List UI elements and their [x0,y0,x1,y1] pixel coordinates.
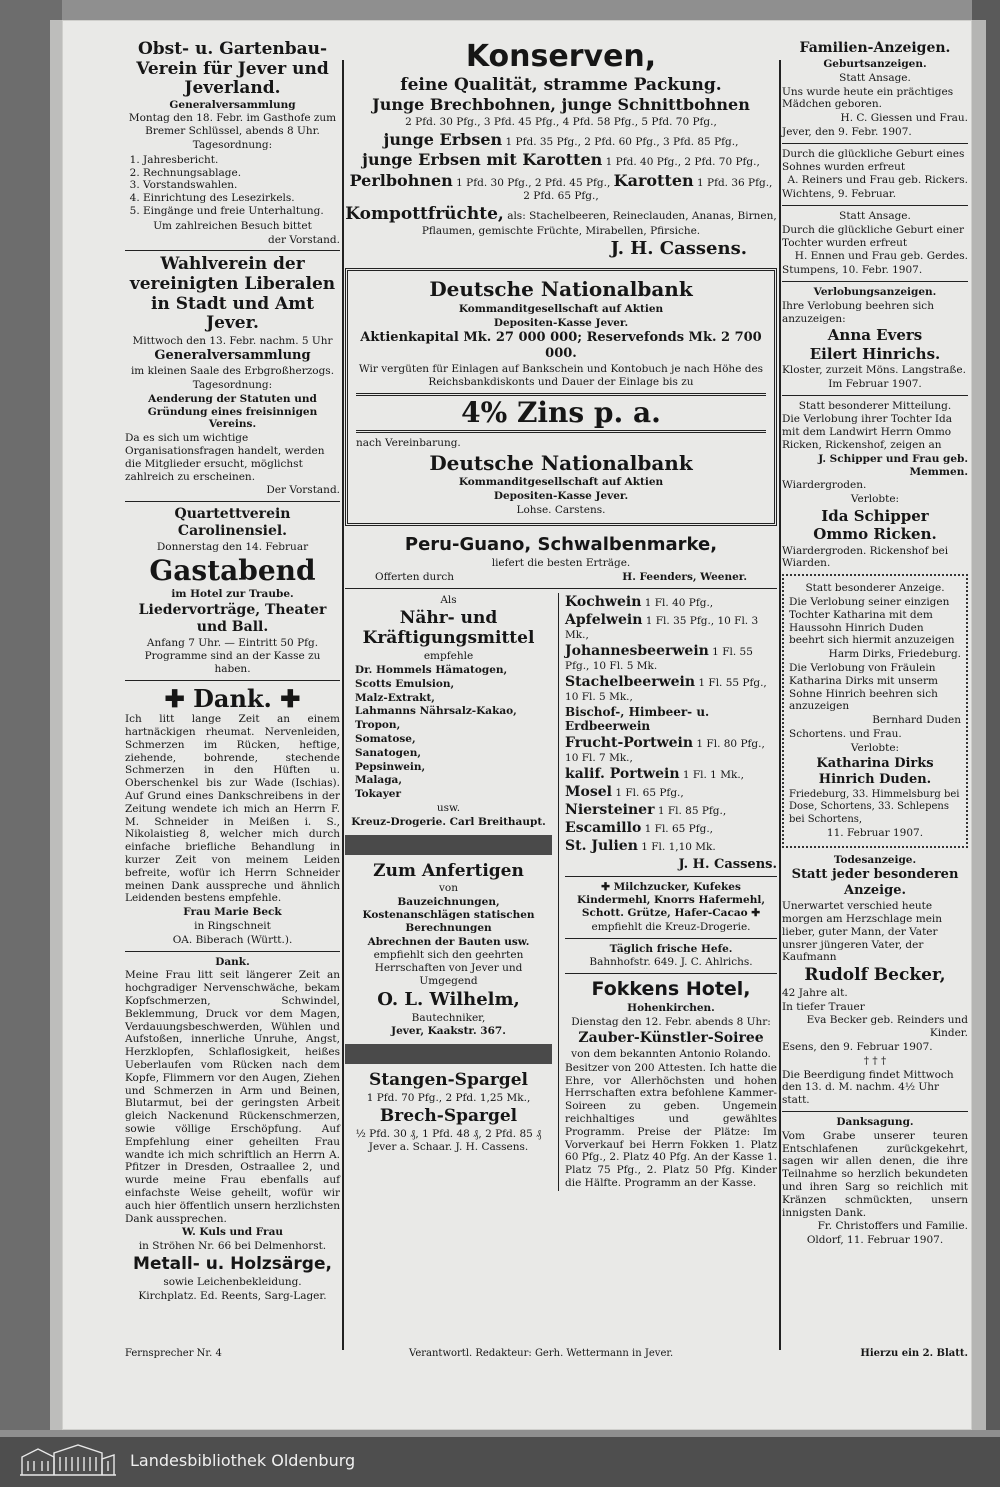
quartett-where: im Hotel zur Traube. [171,588,294,601]
verl3-name2: Hinrich Duden. [818,772,932,788]
wine-price: 1 Fl. 55 Pfg., 10 Fl. 5 Mk. [565,645,753,672]
verl2-statt: Statt besonderer Mitteilung. [798,399,952,412]
bank-kasse: Depositen-Kasse Jever. [493,316,629,329]
tod-date: Esens, den 9. Februar 1907. [782,1041,933,1054]
geb3-statt: Statt Ansage. [839,210,911,223]
spargel-price2: ½ Pfd. 30 ₰, 1 Pfd. 48 ₰, 2 Pfd. 85 ₰ [355,1127,542,1140]
konserven-title: Konserven, [465,39,657,74]
spargel-price: 1 Pfd. 70 Pfg., 2 Pfd. 1,25 Mk., [366,1091,531,1104]
konserven-line2: junge Erbsen [383,129,503,149]
page-bottom-line [125,1348,968,1359]
metall-sub: sowie Leichenbekleidung. [163,1275,302,1288]
verl2-place: Wiardergroden. [782,479,867,492]
naehr-title: Nähr- und Kräftigungsmittel [362,607,535,649]
obst-sign: der Vorstand. [268,233,340,246]
list-item: Malaga, [355,774,403,787]
wine-name: Stachelbeerwein [565,673,696,690]
tod-text: Unerwartet verschied heute morgen am Herzschlage mein lieber, guter Mann, der Vater unsrer jüngeren Vater, der Kaufmann [782,900,943,964]
hotel-by: von dem bekannten Antonio Rolando. [571,1048,771,1060]
bank-text: Wir vergüten für Einlagen auf Bankschein und Kontobuch je nach Höhe des Reichsbankdiskonts und Dauer der Einlage bis zu [358,363,764,388]
obst-invite: Um zahlreichen Besuch bittet [153,219,312,232]
verl3-place: Friedeburg, 33. Himmelsburg bei Dose, Schortens, 33. Schlepens bei Schortens, [789,789,960,825]
obst-agenda-list [143,154,340,218]
verl-title: Verlobungsanzeigen. [813,286,937,299]
wine-price: 1 Fl. 85 Pfg., [657,805,727,818]
peru-title: Peru-Guano, Schwalbenmarke, [404,534,718,556]
metall-title: Metall- u. Holzsärge, [133,1253,332,1274]
wine-sign: J. H. Cassens. [678,856,777,872]
hotel-place: Hohenkirchen. [627,1002,715,1015]
konserven-price4b: 1 Pfd. 36 Pfg., 2 Pfd. 65 Pfg., [523,176,773,203]
anf-recommend: empfiehlt sich den geehrten Herrschaften von Jever und Umgegend [373,949,524,987]
anf-text: Bauzeichnungen, Kostenanschlägen statischen Berechnungen [362,896,535,934]
wine-name: kalif. Portwein [565,766,680,783]
wine-name: Apfelwein [565,612,643,629]
geb-title: Geburtsanzeigen. [823,58,927,71]
cross-icon: ✚ [271,683,301,713]
obst-when: Montag den 18. Febr. im Gasthofe zum Bremer Schlüssel, abends 8 Uhr. [128,112,337,138]
konserven-line1: Junge Brechbohnen, junge Schnittbohnen [372,95,750,115]
wahl-when: Mittwoch den 13. Febr. nachm. 5 Uhr [132,334,333,347]
geb1-sign: H. C. Giessen und Frau. [840,112,968,125]
hotel-text: Besitzer von 200 Attesten. Ich hatte die Ehre, vor Allerhöchsten und hohen Herrschaften extra befohlene Kammer-Soireen zu geben. Ungemein reichhaltiges und gewähltes Programm. Preise der Plätze: Im Vorverkauf bei Herrn Fokken 1. Platz 60 Pfg., 2. Platz 40 Pfg. An der Kasse 1. Platz 75 Pfg., 2. Platz 50 Pfg. Kinder die Hälfte. Programm an der Kasse. [565,1061,778,1189]
wine-price: 1 Fl. 35 Pfg., 10 Fl. 3 Mk., [565,615,759,642]
naehr-sign: Kreuz-Drogerie. Carl Breithaupt. [351,815,546,828]
bank-title: Deutsche Nationalbank [429,277,693,302]
hefe-addr: Bahnhofstr. 649. J. C. Ahlrichs. [589,956,753,969]
verl2-name1: Ida Schipper [821,506,929,525]
verl1-name1: Anna Evers [827,326,923,345]
peru-text: liefert die besten Erträge. [491,557,631,570]
list-item: 5. Eingänge und freie Unterhaltung. [143,205,340,218]
column-middle [345,40,777,1191]
wine-price: 1 Fl. 1 Mk., [682,769,744,782]
peru-sign: H. Feenders, Weener. [622,571,747,584]
cross-icon: ✚ [601,881,614,894]
divider-bar [345,835,552,855]
konserven-line5: Kompottfrüchte, [345,203,504,224]
naehr-empf: empfehle [423,650,474,663]
library-footer [0,1437,1000,1487]
anf-job: Bautechniker, [411,1011,486,1024]
wine-ad [558,593,777,1191]
hotel-title: Fokkens Hotel, [591,978,751,1001]
geb1-text: Uns wurde heute ein prächtiges Mädchen geboren. [782,85,954,111]
obst-sub: Generalversammlung [169,98,296,111]
list-item: Tropon, [355,719,401,732]
dank2-text: Meine Frau litt seit längerer Zeit an hochgradiger Nervenschwäche, bekam Kopfschmerzen, Schwindel, Beklemmung, Druck vor dem Magen, Verdauungsbeschwerden, Wühlen und Aufstoßen, innerliche Unruhe, Angst, Herzklopfen, Schlaflosigkeit, heißes Ueberlaufen vom Rücken nach dem Kopfe, Flimmern vor den Augen, Ziehen und Schmerzen in Arm und Beinen, Blutarmut, bei der geringsten Arbeit gleich Nackenund Rückenschmerzen, sowie völlige Erschöpfung. Auf Empfehlung einer geheilten Frau wandte ich mich schriftlich an Herrn A. Pfitzer in Dresden, Ostraallee 2, und wurde meine Frau ebenfalls auf einfachste Weise geheilt, wofür wir auch hier öffentlich unsern herzlichsten Dank aussprechen. [125,969,340,1225]
konserven-price3: 1 Pfd. 40 Pfg., 2 Pfd. 70 Pfg., [605,156,760,169]
wahl-title: Wahlverein der vereinigten Liberalen in Stadt und Amt Jever. [129,254,336,334]
column-right [782,40,968,1248]
anf-name: O. L. Wilhelm, [377,988,520,1010]
spargel-title: Stangen-Spargel [369,1070,528,1091]
bank-names: Lohse. Carstens. [516,503,606,516]
tod-age: 42 Jahre alt. [782,986,848,999]
wine-name: Frucht-Portwein [565,735,694,752]
wahl-sign: Der Vorstand. [266,484,340,497]
konserven-line4a: Perlbohnen [349,170,453,190]
list-item: Dr. Hommels Hämatogen, [355,664,508,677]
verl3-name1: Katharina Dirks [816,755,934,771]
tod-title: Todesanzeige. [833,853,917,866]
bank-sub: Kommanditgesellschaft auf Aktien [458,302,664,315]
verl2-text: Die Verlobung ihrer Tochter Ida mit dem Landwirt Herrn Ommo Ricken, Rickenshof, zeigen an [782,413,952,451]
list-item: 1. Jahresbericht. [143,154,340,167]
konserven-fruits: als: Stachelbeeren, Reineclauden, Ananas, Birnen, Pflaumen, gemischte Früchte, Mirabellen, Pfirsiche. [421,209,777,237]
konserven-sub: feine Qualität, stramme Packung. [400,74,722,95]
konserven-price2: 1 Pfd. 35 Pfg., 2 Pfd. 60 Pfg., 3 Pfd. 85 Pfg., [505,135,739,148]
tod-name: Rudolf Becker, [804,965,946,986]
dank-heading: Dank. [193,683,272,713]
wine-name: Bischof-, Himbeer- u. Erdbeerwein [565,704,710,734]
milch-items: Milchzucker, Kufekes Kindermehl, Knorrs Hafermehl, Schott. Grütze, Hafer-Cacao [577,881,765,919]
verl3-text2: Die Verlobung von Fräulein Katharina Dirks mit unserm Sohne Hinrich beehren sich anzuzeigen [789,661,938,713]
anf-addr: Jever, Kaakstr. 367. [391,1025,506,1038]
anf-text2: Abrechnen der Bauten usw. [367,935,530,948]
obst-title: Obst- u. Gartenbau-Verein für Jever und Jeverland. [136,39,329,99]
milch-empf: empfiehlt die Kreuz-Drogerie. [591,920,751,933]
danks-sign: Fr. Christoffers und Familie. [817,1220,968,1233]
wine-name: Niersteiner [565,802,655,819]
quartett-when: Donnerstag den 14. Februar [156,541,309,554]
wahl-sub: Generalversammlung [154,348,311,364]
naehr-als: Als [440,593,457,606]
danks-date: Oldorf, 11. Februar 1907. [806,1234,944,1247]
verl3-date: 11. Februar 1907. [826,826,924,839]
list-item: Sanatogen, [355,746,421,759]
bank-rate: 4% Zins p. a. [356,393,766,433]
geb2-sign: A. Reiners und Frau geb. Rickers. [787,174,968,187]
verl2-head: Verlobte: [850,493,900,506]
wine-name: Johannesbeerwein [565,642,709,659]
geb3-date: Stumpens, 10. Febr. 1907. [782,264,923,277]
dank2-title: Dank. [215,955,250,968]
danks-title: Danksagung. [836,1116,914,1129]
verl1-date: Im Februar 1907. [828,377,922,390]
verl3-statt: Statt besonderer Anzeige. [805,582,945,595]
peru-offer: Offerten durch [375,571,454,584]
wine-price: 1 Fl. 55 Pfg., 10 Fl. 5 Mk., [565,676,767,703]
list-item: Lahmanns Nährsalz-Kakao, [355,705,517,718]
konserven-price1: 2 Pfd. 30 Pfg., 3 Pfd. 45 Pfg., 4 Pfd. 58 Pfg., 5 Pfd. 70 Pfg., [405,115,717,128]
geb2-date: Wichtens, 9. Februar. [782,188,897,201]
cross-icon: ✚ [747,906,761,919]
quartett-title: Quartettverein Carolinensiel. [174,506,291,540]
bank-ad [345,268,777,526]
dank-text: Ich litt lange Zeit an einem hartnäckigen rheumat. Nervenleiden, Schmerzen im Rücken, heftige, ziehende, bohrende, stechende Schmerzen in den Hüften u. Oberschenkel bis zur Wade (Ischias). Auf Grund eines Dankschreibens in der Zeitung wendete ich mich an Herrn F. M. Schneider in Meißen i. S., Nikolaistieg 8, welcher mich durch einfache briefliche Behandlung in kurzer Zeit von meinem Leiden befreite, wofür ich Herrn Schneider meinen Dank ausspreche und ähnlich Leidenden bestens empfehle. [125,713,340,905]
verl2-name2: Ommo Ricken. [813,525,937,544]
geb3-sign: H. Ennen und Frau geb. Gerdes. [794,250,968,263]
geb2-text: Durch die glückliche Geburt eines Sohnes wurden erfreut [782,147,965,173]
column-left [125,40,340,1303]
scan-left-edge [0,0,62,1430]
library-name: Landesbibliothek Oldenburg [130,1451,356,1470]
tod-burial: Die Beerdigung findet Mittwoch den 13. d. M. nachm. 4½ Uhr statt. [782,1068,954,1107]
wine-price: 1 Fl. 65 Pfg., [644,823,714,836]
wine-name: St. Julien [565,838,638,855]
column-rule-1 [342,60,344,1350]
konserven-price4a: 1 Pfd. 30 Pfg., 2 Pfd. 45 Pfg., [456,176,611,189]
spargel-sign: Jever a. Schaar. J. H. Cassens. [368,1141,529,1154]
wine-price: 1 Fl. 80 Pfg., 10 Fl. 7 Mk., [565,738,765,765]
hotel-show: Zauber-Künstler-Soiree [578,1029,764,1046]
geb1-statt: Statt Ansage. [839,71,911,84]
list-item: Pepsinwein, [355,760,426,773]
quartett-big: Gastabend [149,554,316,588]
dank-sign3: OA. Biberach (Württ.). [172,933,293,946]
konserven-line3: junge Erbsen mit Karotten [362,150,603,170]
wine-price: 1 Fl. 65 Pfg., [615,787,684,800]
geb3-text: Durch die glückliche Geburt einer Tochter wurden erfreut [782,223,965,249]
spargel-title2: Brech-Spargel [379,1105,518,1126]
bank-capital: Aktienkapital Mk. 27 000 000; Reservefonds Mk. 2 700 000. [360,330,762,362]
tod-trauer: In tiefer Trauer [782,1000,865,1013]
bottom-center: Verantwortl. Redakteur: Gerh. Wettermann in Jever. [409,1348,674,1359]
wahl-where: im kleinen Saale des Erbgroßherzogs. [130,365,335,378]
list-item: Scotts Emulsion, [355,677,455,690]
quartett-prog: Liedervorträge, Theater und Ball. [138,602,327,636]
tod-sign: Eva Becker geb. Reinders und Kinder. [806,1014,968,1040]
column-rule-2 [779,60,781,1350]
verl3-box [782,574,968,847]
wahl-agenda: Aenderung der Statuten und Gründung eines freisinnigen Vereins. [147,392,318,431]
naehr-list [345,664,552,801]
list-item: 4. Einrichtung des Lesezirkels. [143,192,340,205]
list-item: Tokayer [355,788,402,801]
divider-bar [345,1044,552,1064]
bottom-left: Fernsprecher Nr. 4 [125,1348,222,1359]
tod-statt: Statt jeder besonderen Anzeige. [791,867,959,899]
naehr-usw: usw. [436,801,461,814]
wine-name: Escamillo [565,820,642,837]
wine-price: 1 Fl. 1,10 Mk. [641,841,716,854]
verl3-sign2: Bernhard Duden [872,714,961,727]
verl3-head: Verlobte: [850,741,900,754]
list-item: Malz-Extrakt, [355,691,435,704]
verl2-place2: Wiardergroden. Rickenshof bei Wiarden. [782,544,949,570]
bank-after: nach Vereinbarung. [356,436,461,449]
dank-title [125,685,340,713]
danks-text: Vom Grabe unserer teuren Entschlafenen zurückgekehrt, sagen wir allen denen, die ihre Teilnahme so herzlich bekundeten und ihren Sarg so reichlich mit Kränzen schmückten, unsern innigsten Dank. [782,1129,968,1219]
verl2-sign: J. Schipper und Frau geb. Memmen. [818,452,968,478]
wine-name: Mosel [565,784,612,801]
list-item: 2. Rechnungsablage. [143,167,340,180]
anf-von: von [439,882,459,895]
library-building-icon [18,1443,118,1477]
wine-name: Kochwein [565,593,642,610]
tod-crosses: † † † [863,1054,887,1067]
geb1-date: Jever, den 9. Febr. 1907. [782,126,912,139]
verl1-place: Kloster, zurzeit Möns. Langstraße. [782,364,966,377]
wine-list [565,594,777,856]
naehr-ad [345,593,552,1191]
bottom-right: Hierzu ein 2. Blatt. [860,1348,968,1359]
hotel-when: Dienstag den 12. Febr. abends 8 Uhr: [571,1016,771,1029]
bank-kasse2: Depositen-Kasse Jever. [493,489,629,502]
verl3-sign: Harm Dirks, Friedeburg. [828,648,961,661]
konserven-line4b: Karotten [613,170,694,190]
wahl-text: Da es sich um wichtige Organisationsfragen handelt, werden die Mitglieder ersucht, möglichst zahlreich zu erscheinen. [125,432,325,483]
quartett-info: Anfang 7 Uhr. — Eintritt 50 Pfg. Programme sind an der Kasse zu haben. [144,637,321,675]
list-item: 3. Vorstandswahlen. [143,179,340,192]
verl3-sign3: Schortens. und Frau. [789,727,902,740]
bank-sub2: Kommanditgesellschaft auf Aktien [458,476,664,489]
wine-price: 1 Fl. 40 Pfg., [644,596,714,609]
fam-title: Familien-Anzeigen. [799,40,951,56]
konserven-sign: J. H. Cassens. [610,238,747,260]
hefe-title: Täglich frische Hefe. [609,942,733,955]
dank2-sign2: in Ströhen Nr. 66 bei Delmenhorst. [138,1240,327,1253]
metall-addr: Kirchplatz. Ed. Reents, Sarg-Lager. [138,1289,327,1302]
verl1-text: Ihre Verlobung beehren sich anzuzeigen: [782,299,934,325]
dank-sign1: Frau Marie Beck [183,906,282,919]
list-item: Somatose, [355,733,416,745]
dank2-sign1: W. Kuls und Frau [181,1226,284,1239]
cross-icon: ✚ [164,683,194,713]
wahl-agenda-head: Tagesordnung: [192,379,273,392]
scan-right-edge [972,0,1000,1430]
bank-title2: Deutsche Nationalbank [429,450,693,475]
verl1-name2: Eilert Hinrichs. [809,344,941,363]
obst-agenda-head: Tagesordnung: [192,139,273,152]
dank-sign2: in Ringschneit [194,920,271,933]
anf-title: Zum Anfertigen [373,860,524,881]
verl3-text: Die Verlobung seiner einzigen Tochter Katharina mit dem Haussohn Hinrich Duden beehrt sich hiermit anzuzeigen [789,595,955,647]
